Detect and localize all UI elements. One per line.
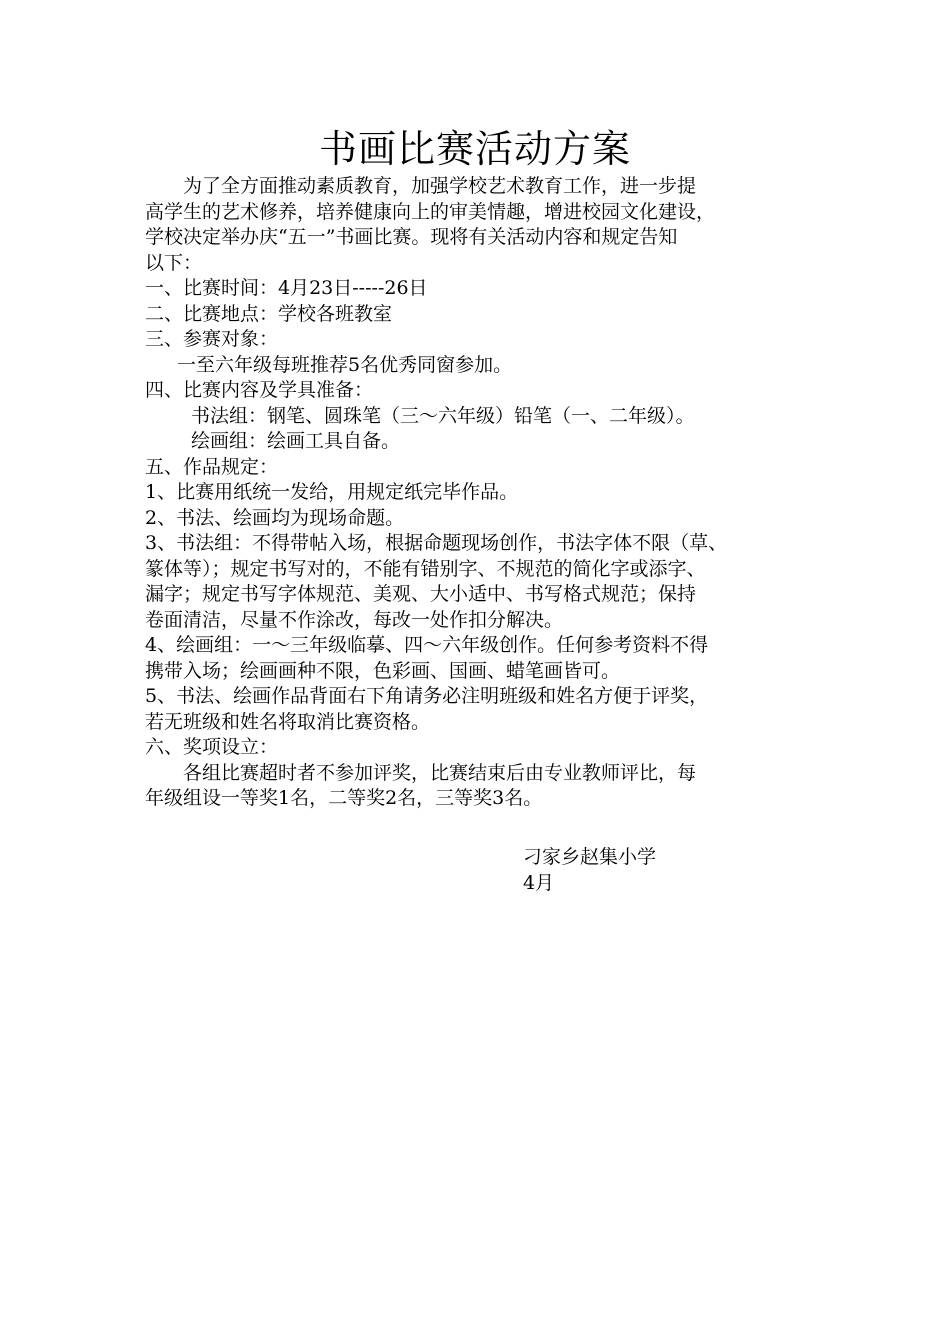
signature-date: 4月: [523, 871, 555, 894]
section-heading: 一、比赛时间：4月23日-----26日: [145, 277, 428, 299]
rule-item: 漏字；规定书写字体规范、美观、大小适中、书写格式规范；保持: [145, 583, 697, 605]
signature-org: 刁家乡赵集小学: [523, 846, 657, 868]
rule-item: 若无班级和姓名将取消比赛资格。: [145, 710, 431, 733]
section-heading: 二、比赛地点：学校各班教室: [145, 302, 393, 325]
section-heading: 五、作品规定：: [145, 455, 279, 478]
document-body: [145, 174, 825, 812]
paragraph-line: 为了全方面推动素质教育，加强学校艺术教育工作，进一步提: [183, 175, 697, 197]
paragraph-line: 绘画组：绘画工具自备。: [191, 430, 401, 452]
document-title: 书画比赛活动方案: [318, 127, 631, 171]
paragraph-line: 年级组设一等奖1名，二等奖2名，三等奖3名。: [145, 787, 543, 809]
rule-item: 4、绘画组：一～三年级临摹、四～六年级创作。任何参考资料不得: [145, 634, 709, 656]
rule-item: 携带入场；绘画画种不限，色彩画、国画、蜡笔画皆可。: [145, 659, 621, 682]
section-heading: 四、比赛内容及学具准备：: [145, 379, 374, 401]
paragraph-line: 以下：: [145, 251, 203, 274]
signature-block: [523, 845, 656, 896]
section-heading: 六、奖项设立：: [145, 736, 279, 758]
rule-item: 3、书法组：不得带帖入场，根据命题现场创作，书法字体不限（草、: [145, 532, 728, 554]
rule-item: 5、书法、绘画作品背面右下角请务必注明班级和姓名方便于评奖，: [145, 685, 709, 707]
paragraph-line: 高学生的艺术修养，培养健康向上的审美情趣，增进校园文化建设，: [145, 200, 716, 223]
rule-item: 1、比赛用纸统一发给，用规定纸完毕作品。: [145, 481, 519, 503]
section-heading: 三、参赛对象：: [145, 328, 279, 350]
paragraph-line: 书法组：钢笔、圆珠笔（三～六年级）铅笔（一、二年级）。: [191, 404, 695, 427]
rule-item: 2、书法、绘画均为现场命题。: [145, 506, 405, 529]
paragraph-line: 一至六年级每班推荐5名优秀同窗参加。: [177, 353, 513, 376]
rule-item: 篆体等）；规定书写对的，不能有错别字、不规范的简化字或添字、: [145, 557, 706, 580]
paragraph-line: 各组比赛超时者不参加评奖，比赛结束后由专业教师评比，每: [183, 761, 697, 784]
rule-item: 卷面清洁，尽量不作涂改，每改一处作扣分解决。: [145, 608, 564, 631]
paragraph-line: 学校决定举办庆“五一”书画比赛。现将有关活动内容和规定告知: [145, 226, 678, 248]
